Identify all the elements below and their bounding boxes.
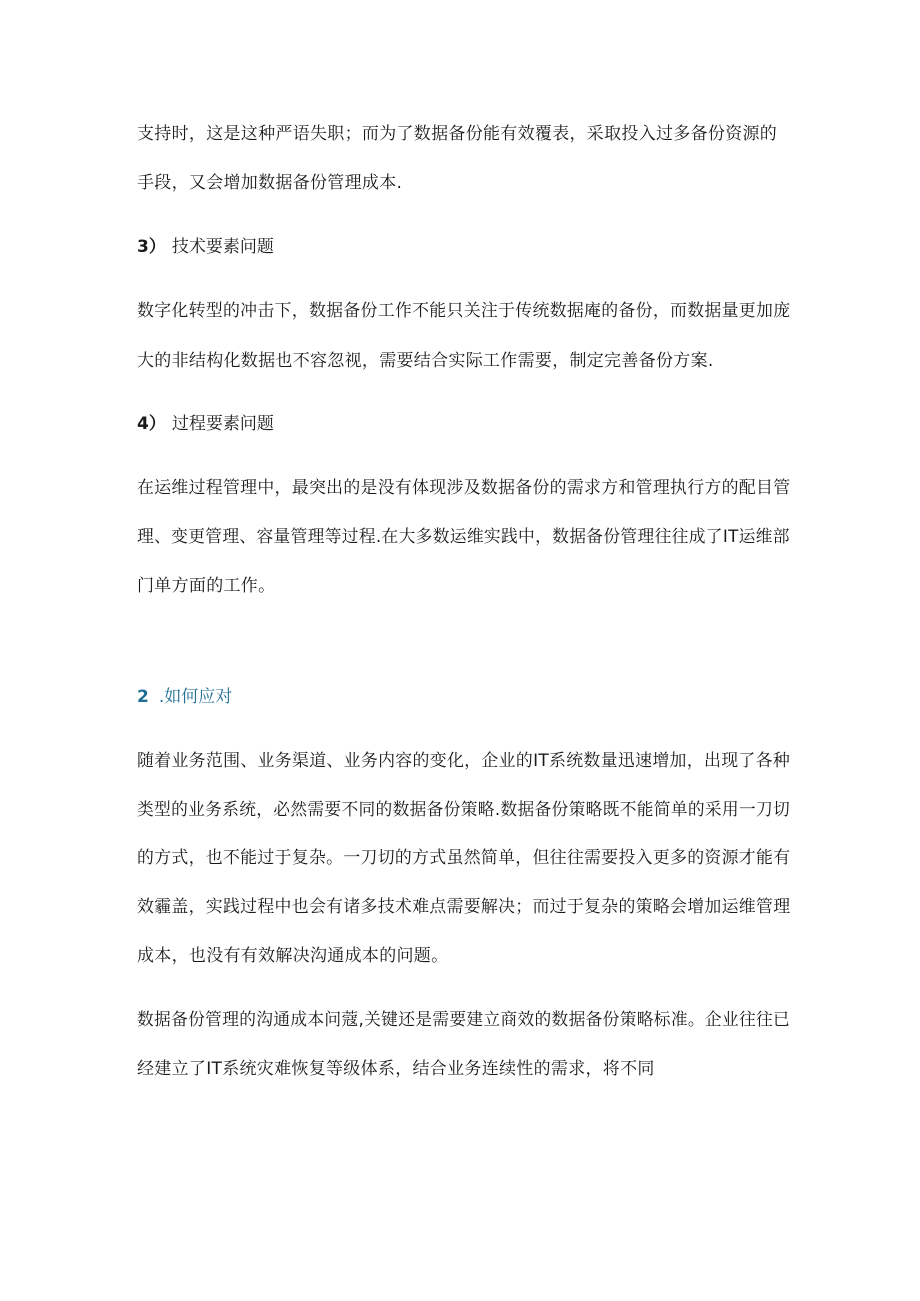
paragraph-4-line-4: 效霾盖，实践过程中也会有诸多技术难点需要解决；而过于复杂的策略会增加运维管理 xyxy=(137,897,791,917)
paragraph-2-line-1: 数字化转型的冲击下，数据备份工作不能只关注于传统数据庵的备份，而数据量更加庞 xyxy=(137,301,791,321)
paragraph-1-line-2: 手段，又会增加数据备份管理成本. xyxy=(137,173,403,193)
paragraph-4-line-5: 成本，也没有有效解决沟通成本的问题。 xyxy=(137,946,449,966)
heading-text: 技术要素问题 xyxy=(171,237,274,257)
section-number: 2 xyxy=(137,687,149,707)
paragraph-4-line-2: 类型的业务系统，必然需要不同的数据备份策略.数据备份策略既不能简单的采用一刀切 xyxy=(137,800,791,820)
paragraph-3-line-3: 门单方面的工作。 xyxy=(137,576,276,596)
paragraph-3-line-2: 理、变更管理、容量管理等过程.在大多数运维实践中，数据备份管理往往成了IT运维部 xyxy=(137,527,790,547)
heading-number: 3） xyxy=(137,237,166,257)
heading-number: 4） xyxy=(137,414,166,434)
section-text: .如何应对 xyxy=(158,687,233,707)
section-title-how-to-respond xyxy=(137,685,232,709)
paragraph-3-line-1: 在运维过程管理中，最突出的是没有体现涉及数据备份的需求方和管理执行方的配目管 xyxy=(137,478,791,498)
paragraph-2-line-2: 大的非结构化数据也不容忽视，需要结合实际工作需要，制定完善备份方案. xyxy=(137,351,714,371)
heading-text: 过程要素问题 xyxy=(171,414,274,434)
heading-technical-factors xyxy=(137,235,274,259)
paragraph-4-line-3: 的方式，也不能过于复杂。一刀切的方式虽然简单，但往往需要投入更多的资源才能有 xyxy=(137,848,791,868)
heading-process-factors xyxy=(137,412,274,436)
paragraph-5-line-2: 经建立了IT系统灾难恢复等级体系，结合业务连续性的需求，将不同 xyxy=(137,1059,655,1079)
paragraph-5-line-1: 数据备份管理的沟通成本问蔻,关键还是需要建立商效的数据备份策略标准。企业往往已 xyxy=(137,1010,791,1030)
paragraph-4-line-1: 随着业务范围、业务渠道、业务内容的变化，企业的IT系统数量迅速增加，出现了各种 xyxy=(137,751,791,771)
paragraph-1-line-1: 支持时，这是这种严语失职；而为了数据备份能有效覆表，采取投入过多备份资源的 xyxy=(137,124,778,144)
